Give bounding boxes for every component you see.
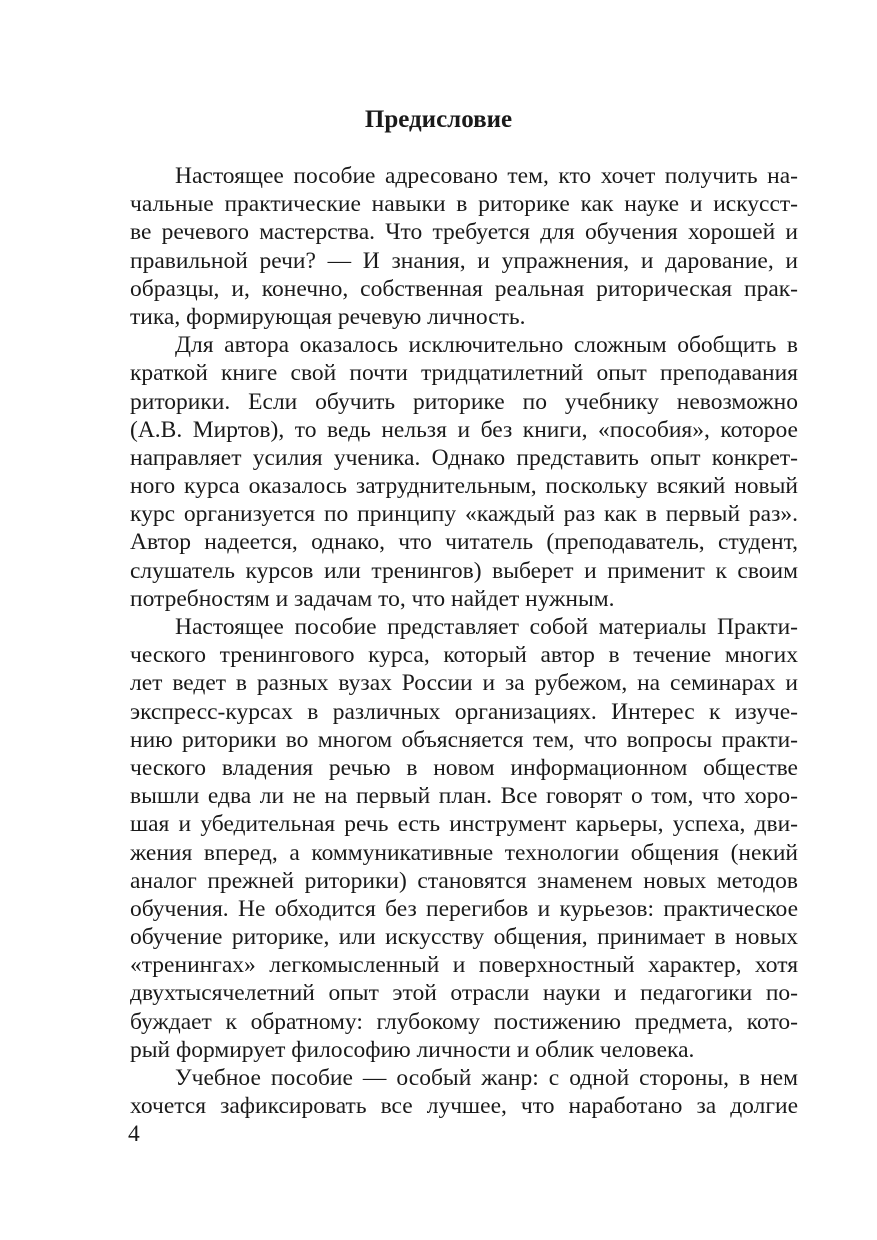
text-line: Автор надеется, однако, что читатель (преподаватель, студент,	[130, 529, 798, 556]
text-line: «тренингах» легкомысленный и поверхностный характер, хотя	[130, 952, 798, 979]
text-line: риторики. Если обучить риторике по учебнику невозможно	[130, 388, 798, 415]
text-line: ве речевого мастерства. Что требуется для обучения хорошей и	[130, 219, 798, 246]
text-line: хочется зафиксировать все лучшее, что наработано за долгие	[130, 1093, 798, 1120]
text-line: ческого владения речью в новом информационном обществе	[130, 754, 798, 781]
page-title: Предисловие	[364, 106, 513, 133]
text-line: рый формирует философию личности и облик человека.	[130, 1036, 695, 1063]
text-line: тика, формирующая речевую личность.	[130, 303, 526, 330]
text-line: обучение риторике, или искусству общения, принимает в новых	[130, 924, 798, 951]
text-line: ного курса оказалось затруднительным, поскольку всякий новый	[130, 473, 798, 500]
text-line: жения вперед, а коммуникативные технологии общения (некий	[130, 839, 798, 866]
text-line: аналог прежней риторики) становятся знаменем новых методов	[130, 867, 798, 894]
text-line: шая и убедительная речь есть инструмент карьеры, успеха, дви-	[130, 811, 798, 838]
text-line: Настоящее пособие представляет собой материалы Практи-	[175, 614, 798, 640]
text-line: Настоящее пособие адресовано тем, кто хочет получить на-	[175, 163, 798, 189]
text-line: направляет усилия ученика. Однако представить опыт конкрет-	[130, 444, 798, 471]
text-line: нию риторики во многом объясняется тем, что вопросы практи-	[130, 726, 798, 753]
text-line: слушатель курсов или тренингов) выберет и применит к своим	[130, 557, 798, 584]
text-line: лет ведет в разных вузах России и за рубежом, на семинарах и	[130, 670, 798, 697]
text-line: краткой книге свой почти тридцатилетний опыт преподавания	[130, 360, 798, 387]
body-text	[130, 162, 798, 1120]
text-line: обучения. Не обходится без перегибов и курьезов: практическое	[130, 895, 798, 922]
text-line: вышли едва ли не на первый план. Все говорят о том, что хоро-	[130, 783, 798, 810]
text-line: (А.В. Миртов), то ведь нельзя и без книги, «пособия», которое	[130, 416, 798, 443]
text-line: правильной речи? — И знания, и упражнения, и дарование, и	[130, 247, 798, 274]
text-line: двухтысячелетний опыт этой отрасли науки и педагогики по-	[130, 980, 798, 1007]
text-line: Для автора оказалось исключительно сложным обобщить в	[175, 332, 798, 359]
text-line: чальные практические навыки в риторике как науке и искусст-	[130, 191, 798, 218]
text-line: образцы, и, конечно, собственная реальная риторическая прак-	[130, 275, 798, 302]
text-line: потребностям и задачам то, что найдет нужным.	[130, 585, 615, 612]
text-line: Учебное пособие — особый жанр: с одной стороны, в нем	[175, 1065, 798, 1091]
text-line: курс организуется по принципу «каждый раз как в первый раз».	[130, 501, 798, 528]
text-line: экспресс-курсах в различных организациях. Интерес к изуче-	[130, 698, 798, 725]
page-number: 4	[128, 1121, 140, 1147]
text-line: буждает к обратному: глубокому постижению предмета, кото-	[130, 1008, 798, 1035]
text-line: ческого тренингового курса, который автор в течение многих	[130, 642, 798, 669]
